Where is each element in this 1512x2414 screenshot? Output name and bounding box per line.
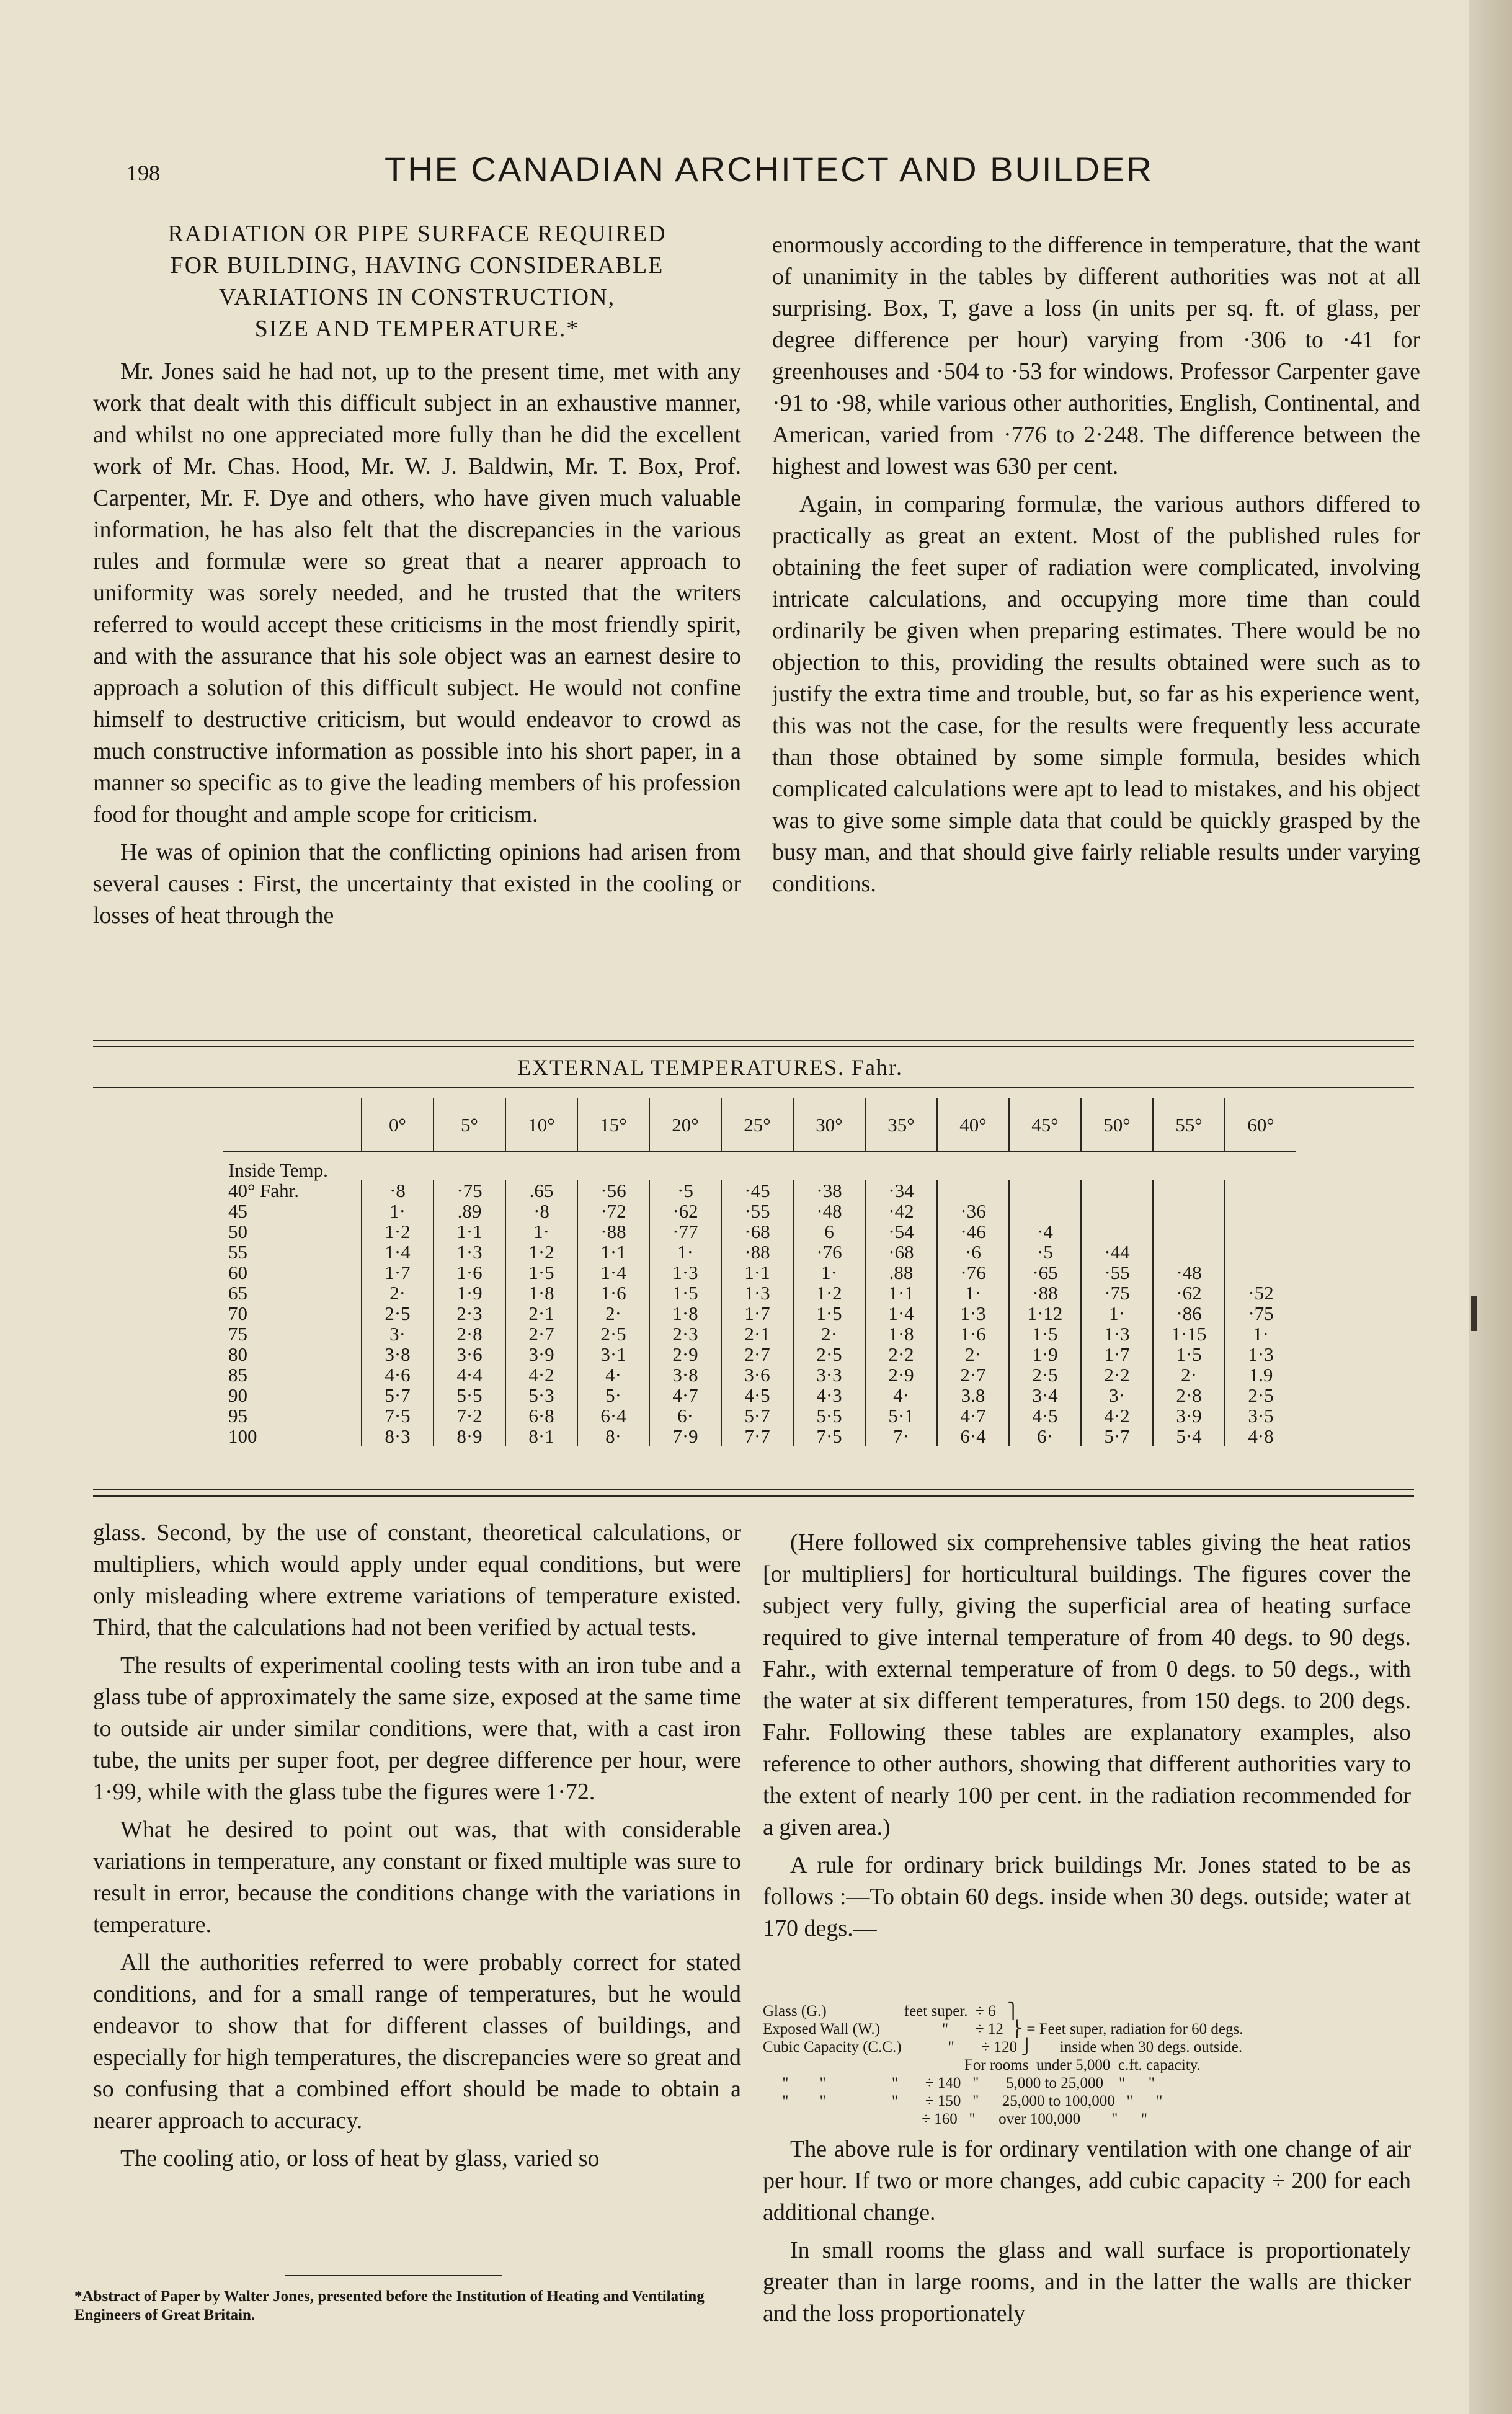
table-cell: ·75: [1081, 1283, 1153, 1303]
table-cell: 1·1: [577, 1242, 649, 1262]
row-header-label: Inside Temp.: [228, 1159, 328, 1181]
table-cell: ·88: [721, 1242, 793, 1262]
table-cell: [1153, 1221, 1225, 1242]
table-cell: ·55: [721, 1201, 793, 1221]
rule-line: " " " ÷ 140 " 5,000 to 25,000 " ": [763, 2075, 1155, 2091]
table-cell: 2·9: [865, 1365, 937, 1385]
table-cell: 1·: [937, 1283, 1009, 1303]
table-cell: 1·2: [793, 1283, 865, 1303]
table-cell: 7·2: [434, 1405, 505, 1426]
table-cell: [1153, 1242, 1225, 1262]
table-cell: ·62: [1153, 1283, 1225, 1303]
table-cell: 4·: [865, 1385, 937, 1405]
column-header: 0°: [362, 1098, 434, 1152]
table-cell: 3·1: [577, 1344, 649, 1365]
column-header: 45°: [1009, 1098, 1081, 1152]
column-header: 25°: [721, 1098, 793, 1152]
column-header: 5°: [434, 1098, 505, 1152]
table-cell: 1·: [793, 1262, 865, 1283]
right-bottom-column: [763, 1527, 1411, 1951]
column-header: 20°: [649, 1098, 721, 1152]
row-label: 65: [228, 1282, 247, 1304]
table-row: [223, 1201, 1296, 1221]
table-cell: 1·8: [505, 1283, 577, 1303]
table-cell: 1·8: [649, 1303, 721, 1324]
table-cell: 3·3: [793, 1365, 865, 1385]
page-number: 198: [127, 161, 160, 185]
table-cell: ·48: [1153, 1262, 1225, 1283]
table-cell: 1·2: [362, 1221, 434, 1242]
table-cell: 2·5: [1009, 1365, 1081, 1385]
table-cell: 4·5: [721, 1385, 793, 1405]
table-cell: 7·9: [649, 1426, 721, 1446]
table-cell: 1·3: [1225, 1344, 1296, 1365]
paragraph: All the authorities referred to were probably correct for stated conditions, and for a small range of temperatures, but he would endeavor to show that for different classes of buildings, and especially for high temperatures, the discrepancies were so great and so confusing that a combined effort should be made to obtain a nearer approach to accuracy.: [93, 1949, 741, 2134]
table-row: [223, 1303, 1296, 1324]
table-body: [223, 1152, 1296, 1446]
row-header-column: [223, 1098, 362, 1152]
table-cell: ·65: [1009, 1262, 1081, 1283]
table-cell: 8·9: [434, 1426, 505, 1446]
table-cell: 1·2: [505, 1242, 577, 1262]
table-cell: ·36: [937, 1201, 1009, 1221]
table-cell: 2·7: [937, 1365, 1009, 1385]
table-top-rule: [93, 1040, 1414, 1041]
table-cell: [1009, 1180, 1081, 1201]
table-cell: 7·5: [793, 1426, 865, 1446]
table-cell: 1·7: [1081, 1344, 1153, 1365]
table-cell: 5·4: [1153, 1426, 1225, 1446]
table-row: [223, 1262, 1296, 1283]
table-cell: 5·1: [865, 1405, 937, 1426]
table-cell: 2·: [1153, 1365, 1225, 1385]
table-cell: 8·1: [505, 1426, 577, 1446]
table-cell: [1225, 1262, 1296, 1283]
row-label: 50: [228, 1221, 247, 1242]
left-bottom-column: [93, 1517, 741, 2181]
table-cell: 1·6: [577, 1283, 649, 1303]
table-cell: ·45: [721, 1180, 793, 1201]
table-cell: 5·5: [793, 1405, 865, 1426]
table-cell: 1·3: [649, 1262, 721, 1283]
table-cell: ·5: [1009, 1242, 1081, 1262]
table-cell: ·55: [1081, 1262, 1153, 1283]
table-cell: 1·: [1225, 1324, 1296, 1344]
table-cell: 6·: [649, 1405, 721, 1426]
radiation-rule-block: [763, 2002, 1408, 2128]
table-cell: 6·: [1009, 1426, 1081, 1446]
paragraph: The above rule is for ordinary ventilation with one change of air per hour. If two or more changes, add cubic capacity ÷ 200 for each additional change.: [763, 2136, 1411, 2225]
table-cell: 1·5: [793, 1303, 865, 1324]
row-label: 45: [228, 1200, 247, 1222]
table-cell: 4·5: [1009, 1405, 1081, 1426]
table-cell: ·88: [577, 1221, 649, 1242]
rule-line: Glass (G.) feet super. ÷ 6 ⎫: [763, 2003, 1019, 2020]
row-label: 55: [228, 1241, 247, 1263]
table-cell: 1·4: [865, 1303, 937, 1324]
table-cell: 1·3: [937, 1303, 1009, 1324]
table-cell: 4·7: [649, 1385, 721, 1405]
table-cell: 1·1: [865, 1283, 937, 1303]
row-label: 60: [228, 1262, 247, 1283]
left-top-column: [93, 218, 741, 938]
table-header-rule: [93, 1087, 1414, 1088]
table-cell: 1·7: [362, 1262, 434, 1283]
table-cell: 1·5: [1009, 1324, 1081, 1344]
table-cell: 2·3: [434, 1303, 505, 1324]
table-bottom-rule-2: [93, 1495, 1414, 1497]
table-cell: 1·: [1081, 1303, 1153, 1324]
table-cell: 1·15: [1153, 1324, 1225, 1344]
table-cell: 3·8: [649, 1365, 721, 1385]
rule-line: For rooms under 5,000 c.ft. capacity.: [763, 2057, 1201, 2073]
table-cell: 1·1: [721, 1262, 793, 1283]
table-cell: 1·8: [865, 1324, 937, 1344]
table-cell: ·6: [937, 1242, 1009, 1262]
table-cell: 2·1: [721, 1324, 793, 1344]
table-cell: 2·3: [649, 1324, 721, 1344]
margin-mark: [1471, 1296, 1477, 1331]
table-row: [223, 1344, 1296, 1365]
table-row: [223, 1365, 1296, 1385]
table-header-row: [223, 1098, 1296, 1152]
table-title: EXTERNAL TEMPERATURES. Fahr.: [517, 1055, 903, 1080]
table-cell: 3·4: [1009, 1385, 1081, 1405]
rule-line: Exposed Wall (W.) " ÷ 12 ⎬ = Feet super, radiation for 60 degs.: [763, 2021, 1243, 2038]
table-cell: .88: [865, 1262, 937, 1283]
table-cell: 1·3: [1081, 1324, 1153, 1344]
table-cell: 3·: [362, 1324, 434, 1344]
table-cell: ·56: [577, 1180, 649, 1201]
table-cell: 7·7: [721, 1426, 793, 1446]
table-row: [223, 1242, 1296, 1262]
paragraph: A rule for ordinary brick buildings Mr. Jones stated to be as follows :—To obtain 60 degs. inside when 30 degs. outside; water at 170 degs.—: [763, 1852, 1411, 1941]
paragraph: glass. Second, by the use of constant, theoretical calculations, or multipliers, which would apply under equal conditions, but were only misleading where extreme variations of temperature existed. Third, that the calculations had not been verified by actual tests.: [93, 1520, 741, 1641]
table-cell: 8·3: [362, 1426, 434, 1446]
table-cell: 4·6: [362, 1365, 434, 1385]
external-temperatures-table: [223, 1098, 1296, 1446]
table-cell: 5·7: [1081, 1426, 1153, 1446]
table-cell: .65: [505, 1180, 577, 1201]
article-heading: [93, 218, 741, 345]
table-cell: ·54: [865, 1221, 937, 1242]
table-cell: [1081, 1221, 1153, 1242]
paragraph: The results of experimental cooling tests with an iron tube and a glass tube of approximately the same size, exposed at the same time to outside air under similar conditions, were that, with a cast iron tube, the units per super foot, per degree difference per hour, were 1·99, while with the glass tube the figures were 1·72.: [93, 1652, 741, 1805]
table-cell: [1225, 1180, 1296, 1201]
table-cell: 4·2: [505, 1365, 577, 1385]
table-cell: 7·: [865, 1426, 937, 1446]
table-cell: [1153, 1201, 1225, 1221]
table-cell: 3·: [1081, 1385, 1153, 1405]
table-cell: 4·2: [1081, 1405, 1153, 1426]
table-cell: 3·8: [362, 1344, 434, 1365]
table-cell: [1081, 1180, 1153, 1201]
table-cell: 1·5: [649, 1283, 721, 1303]
row-label: 70: [228, 1303, 247, 1324]
paragraph: Mr. Jones said he had not, up to the present time, met with any work that dealt with this difficult subject in an exhaustive manner, and whilst no one appreciated more fully than he did the excellent work of Mr. Chas. Hood, Mr. W. J. Baldwin, Mr. T. Box, Prof. Carpenter, Mr. F. Dye and others, who have given much valuable information, he has also felt that the discrepancies in the various rules and formulæ were so great that a nearer approach to uniformity was sorely needed, and he trusted that the writers referred to would accept these criticisms in the most friendly spirit, and with the assurance that his sole object was an earnest desire to approach a solution of this difficult subject. He would not confine himself to destructive criticism, but would endeavor to crowd as much constructive information as possible into his short paper, in a manner so specific as to give the leading members of his profession food for thought and ample scope for criticism.: [93, 359, 741, 827]
table-cell: 2·5: [577, 1324, 649, 1344]
table-cell: 6·4: [577, 1405, 649, 1426]
table-cell: 2·9: [649, 1344, 721, 1365]
table-cell: ·77: [649, 1221, 721, 1242]
table-cell: 1·6: [937, 1324, 1009, 1344]
table-cell: 1·4: [362, 1242, 434, 1262]
table-cell: 2·: [577, 1303, 649, 1324]
table-cell: 6: [793, 1221, 865, 1242]
table-cell: 5·5: [434, 1385, 505, 1405]
table-cell: 3·9: [505, 1344, 577, 1365]
table-cell: 1·9: [1009, 1344, 1081, 1365]
row-label: 40° Fahr.: [228, 1180, 300, 1201]
footnote-rule: [285, 2275, 502, 2276]
table-cell: 1.9: [1225, 1365, 1296, 1385]
table-cell: 1·7: [721, 1303, 793, 1324]
paragraph: In small rooms the glass and wall surface is proportionately greater than in large rooms, and in the latter the walls are thicker and the loss proportionately: [763, 2237, 1411, 2327]
table-cell: 3·9: [1153, 1405, 1225, 1426]
table-row: [223, 1180, 1296, 1201]
table-cell: 1·1: [434, 1221, 505, 1242]
table-row: [223, 1324, 1296, 1344]
column-header: 40°: [937, 1098, 1009, 1152]
rule-line: " " " ÷ 150 " 25,000 to 100,000 " ": [763, 2093, 1163, 2109]
table-cell: ·88: [1009, 1283, 1081, 1303]
table-cell: [937, 1180, 1009, 1201]
table-cell: ·75: [1225, 1303, 1296, 1324]
row-label: 75: [228, 1323, 247, 1345]
table-cell: ·86: [1153, 1303, 1225, 1324]
table-cell: 4·8: [1225, 1426, 1296, 1446]
rule-line: Cubic Capacity (C.C.) " ÷ 120 ⎭ inside when 30 degs. outside.: [763, 2039, 1243, 2055]
footnote: *Abstract of Paper by Walter Jones, presented before the Institution of Heating and Ventilating Engineers of Great Britain.: [74, 2288, 705, 2323]
rule-line: ÷ 160 " over 100,000 " ": [763, 2111, 1148, 2127]
heading-line: SIZE AND TEMPERATURE.*: [254, 316, 580, 342]
paragraph: The cooling atio, or loss of heat by glass, varied so: [120, 2145, 600, 2171]
row-label: 85: [228, 1364, 247, 1386]
table-cell: ·38: [793, 1180, 865, 1201]
table-cell: 1·9: [434, 1283, 505, 1303]
table-cell: 2·5: [1225, 1385, 1296, 1405]
table-cell: 4·: [577, 1365, 649, 1385]
table-cell: 2·5: [793, 1344, 865, 1365]
column-header: 35°: [865, 1098, 937, 1152]
table-row: [223, 1152, 1296, 1180]
table-top-rule-2: [93, 1046, 1414, 1047]
running-head: THE CANADIAN ARCHITECT AND BUILDER: [385, 149, 1154, 189]
column-header: 55°: [1153, 1098, 1225, 1152]
table-cell: ·48: [793, 1201, 865, 1221]
table-cell: [1225, 1221, 1296, 1242]
table-cell: 2·5: [362, 1303, 434, 1324]
table-cell: 1·5: [1153, 1344, 1225, 1365]
table-cell: 4·4: [434, 1365, 505, 1385]
row-label: 80: [228, 1343, 247, 1365]
table-cell: 2·2: [865, 1344, 937, 1365]
table-cell: 5·7: [362, 1385, 434, 1405]
row-label: 95: [228, 1405, 247, 1427]
table-cell: 3·5: [1225, 1405, 1296, 1426]
table-cell: 1·3: [721, 1283, 793, 1303]
table-cell: 1·12: [1009, 1303, 1081, 1324]
table-cell: 1·6: [434, 1262, 505, 1283]
table-cell: 6·4: [937, 1426, 1009, 1446]
table-cell: 2·2: [1081, 1365, 1153, 1385]
table-cell: 2·7: [505, 1324, 577, 1344]
column-header: 50°: [1081, 1098, 1153, 1152]
table-cell: 5·3: [505, 1385, 577, 1405]
table-cell: 7·5: [362, 1405, 434, 1426]
paragraph: enormously according to the difference in temperature, that the want of unanimity in the tables by different authorities was not at all surprising. Box, T, gave a loss (in units per sq. ft. of glass, per degree difference per hour) varying from ·306 to ·41 for greenhouses and ·504 to ·53 for windows. Professor Carpenter gave ·91 to ·98, while various other authorities, English, Continental, and American, varied from ·776 to 2·248. The difference between the highest and lowest was 630 per cent.: [772, 232, 1420, 479]
column-header: 10°: [505, 1098, 577, 1152]
table-cell: ·8: [362, 1180, 434, 1201]
paragraph: What he desired to point out was, that with considerable variations in temperature, any constant or fixed multiple was sure to result in error, because the conditions change with the variations in temperature.: [93, 1817, 741, 1938]
right-top-column: [772, 229, 1420, 906]
column-header: 30°: [793, 1098, 865, 1152]
table-cell: ·76: [937, 1262, 1009, 1283]
table-cell: ·68: [721, 1221, 793, 1242]
table-cell: 2·8: [1153, 1385, 1225, 1405]
row-label: 100: [228, 1425, 257, 1447]
column-header: 60°: [1225, 1098, 1296, 1152]
table-cell: ·68: [865, 1242, 937, 1262]
paragraph: (Here followed six comprehensive tables giving the heat ratios [or multipliers] for horticultural buildings. The figures cover the subject very fully, giving the superficial area of heating surface required to give internal temperature of from 40 degs. to 90 degs. Fahr., with external temperature of from 0 degs. to 50 degs., with the water at six different temperatures, from 150 degs. to 200 degs. Fahr. Following these tables are explanatory examples, also reference to other authors, showing that different authorities vary to the extent of nearly 100 per cent. in the radiation recommended for a given area.): [763, 1530, 1411, 1840]
table-row: [223, 1405, 1296, 1426]
table-cell: [1009, 1201, 1081, 1221]
table-cell: .89: [434, 1201, 505, 1221]
table-cell: ·42: [865, 1201, 937, 1221]
table-cell: ·76: [793, 1242, 865, 1262]
table-cell: 3·6: [434, 1344, 505, 1365]
table-cell: 5·: [577, 1385, 649, 1405]
table-cell: 3.8: [937, 1385, 1009, 1405]
table-cell: 4·7: [937, 1405, 1009, 1426]
table-cell: [1225, 1242, 1296, 1262]
table-cell: ·5: [649, 1180, 721, 1201]
heading-line: FOR BUILDING, HAVING CONSIDERABLE: [170, 252, 664, 278]
table-cell: ·34: [865, 1180, 937, 1201]
table-cell: [1081, 1201, 1153, 1221]
page-edge: [1469, 0, 1512, 2414]
right-final-column: [763, 2134, 1411, 2336]
table-cell: 8·: [577, 1426, 649, 1446]
table-cell: 3·6: [721, 1365, 793, 1385]
heading-line: RADIATION OR PIPE SURFACE REQUIRED: [167, 221, 667, 247]
paragraph: Again, in comparing formulæ, the various authors differed to practically as great an extent. Most of the published rules for obtaining the feet super of radiation were complicated, involving intricate calculations, and occupying more time than could ordinarily be given when preparing estimates. There would be no objection to this, providing the results obtained were such as to justify the extra time and trouble, but, so far as his experience went, this was not the case, for the results were frequently less accurate than those obtained by some simple formula, besides which complicated calculations were apt to lead to mistakes, and his object was to give some simple data that could be quickly grasped by the busy man, and that should give fairly reliable results under varying conditions.: [772, 491, 1420, 897]
table-cell: [1225, 1201, 1296, 1221]
table-cell: 1·: [649, 1242, 721, 1262]
table-bottom-rule: [93, 1489, 1414, 1490]
table-cell: ·4: [1009, 1221, 1081, 1242]
paragraph: He was of opinion that the conflicting opinions had arisen from several causes : First, the uncertainty that existed in the cooling or losses of heat through the: [93, 839, 741, 929]
table-cell: 1·5: [505, 1262, 577, 1283]
table-row: [223, 1283, 1296, 1303]
table-cell: 1·4: [577, 1262, 649, 1283]
table-cell: ·72: [577, 1201, 649, 1221]
table-row: [223, 1221, 1296, 1242]
table-cell: 2·: [362, 1283, 434, 1303]
table-cell: ·46: [937, 1221, 1009, 1242]
table-cell: [1153, 1180, 1225, 1201]
table-cell: ·75: [434, 1180, 505, 1201]
table-cell: 2·8: [434, 1324, 505, 1344]
heading-line: VARIATIONS IN CONSTRUCTION,: [218, 284, 616, 310]
table-cell: 2·1: [505, 1303, 577, 1324]
table-cell: 2·: [793, 1324, 865, 1344]
table-cell: 1·: [505, 1221, 577, 1242]
table-cell: 1·: [362, 1201, 434, 1221]
table-cell: 2·: [937, 1344, 1009, 1365]
row-label: 90: [228, 1384, 247, 1406]
table-cell: ·62: [649, 1201, 721, 1221]
table-row: [223, 1426, 1296, 1446]
table-cell: ·8: [505, 1201, 577, 1221]
table-row: [223, 1385, 1296, 1405]
table-cell: 1·3: [434, 1242, 505, 1262]
table-cell: ·52: [1225, 1283, 1296, 1303]
table-cell: 2·7: [721, 1344, 793, 1365]
table-cell: 6·8: [505, 1405, 577, 1426]
table-cell: 5·7: [721, 1405, 793, 1426]
column-header: 15°: [577, 1098, 649, 1152]
table-cell: 4·3: [793, 1385, 865, 1405]
table-cell: ·44: [1081, 1242, 1153, 1262]
